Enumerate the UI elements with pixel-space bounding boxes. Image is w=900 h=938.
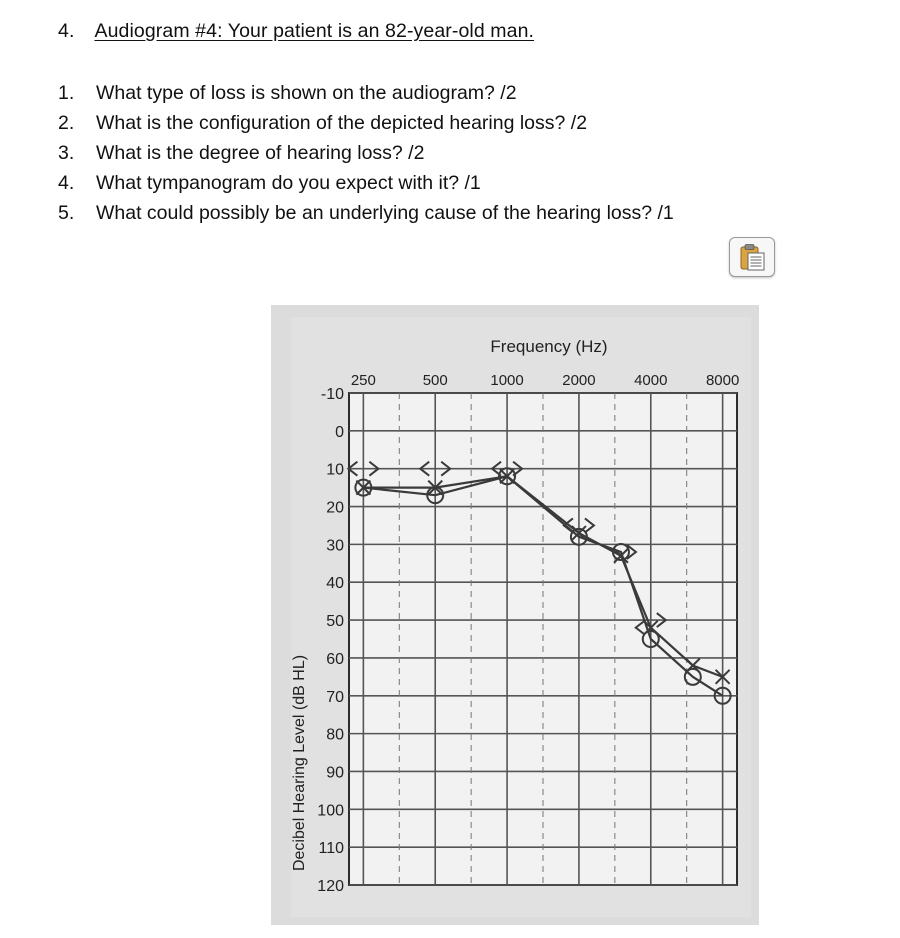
question-number: 2. bbox=[58, 112, 75, 134]
chart-title: Frequency (Hz) bbox=[490, 337, 608, 356]
list-item bbox=[58, 201, 674, 231]
y-tick-label: -10 bbox=[320, 386, 344, 403]
question-heading bbox=[58, 20, 534, 43]
y-tick-label: 50 bbox=[326, 613, 344, 631]
y-tick-label: 80 bbox=[326, 726, 344, 744]
y-tick-label: 90 bbox=[326, 764, 344, 782]
x-tick-label: 500 bbox=[422, 372, 448, 389]
y-tick-label: 20 bbox=[326, 499, 344, 517]
question-text: What type of loss is shown on the audiogram? /2 bbox=[96, 82, 517, 104]
y-tick-label: 70 bbox=[326, 688, 344, 706]
question-text: What tympanogram do you expect with it? /1 bbox=[96, 172, 481, 194]
y-tick-label: 60 bbox=[326, 650, 344, 668]
y-tick-label: 40 bbox=[326, 575, 344, 593]
question-number: 5. bbox=[58, 202, 75, 224]
y-tick-label: 100 bbox=[317, 802, 344, 820]
question-number: 1. bbox=[58, 82, 75, 104]
list-item bbox=[58, 111, 674, 141]
question-list bbox=[58, 81, 674, 231]
question-text: What is the configuration of the depicted hearing loss? /2 bbox=[96, 112, 588, 134]
y-axis-label: Decibel Hearing Level (dB HL) bbox=[291, 654, 308, 872]
clipboard-icon bbox=[737, 242, 767, 272]
x-tick-label: 1000 bbox=[490, 372, 524, 389]
question-text: What could possibly be an underlying cause of the hearing loss? /1 bbox=[96, 202, 674, 224]
list-item bbox=[58, 171, 674, 201]
x-tick-label: 8000 bbox=[705, 372, 740, 389]
paste-options-button[interactable] bbox=[729, 237, 775, 277]
x-tick-label: 2000 bbox=[562, 372, 596, 389]
y-tick-label: 120 bbox=[317, 878, 344, 895]
question-text: What is the degree of hearing loss? /2 bbox=[96, 142, 425, 164]
y-tick-label: 30 bbox=[326, 537, 344, 555]
audiogram-chart bbox=[271, 305, 759, 925]
heading-title: Audiogram #4: Your patient is an 82-year-old man. bbox=[94, 20, 535, 42]
heading-number: 4. bbox=[58, 20, 75, 42]
question-number: 4. bbox=[58, 172, 75, 194]
x-tick-label: 250 bbox=[350, 372, 376, 389]
audiogram-figure bbox=[271, 305, 759, 925]
y-tick-label: 110 bbox=[318, 840, 344, 858]
list-item bbox=[58, 81, 674, 111]
x-tick-label: 4000 bbox=[634, 372, 668, 389]
y-tick-label: 10 bbox=[326, 461, 344, 479]
list-item bbox=[58, 141, 674, 171]
y-tick-label: 0 bbox=[335, 423, 344, 441]
question-number: 3. bbox=[58, 142, 75, 164]
